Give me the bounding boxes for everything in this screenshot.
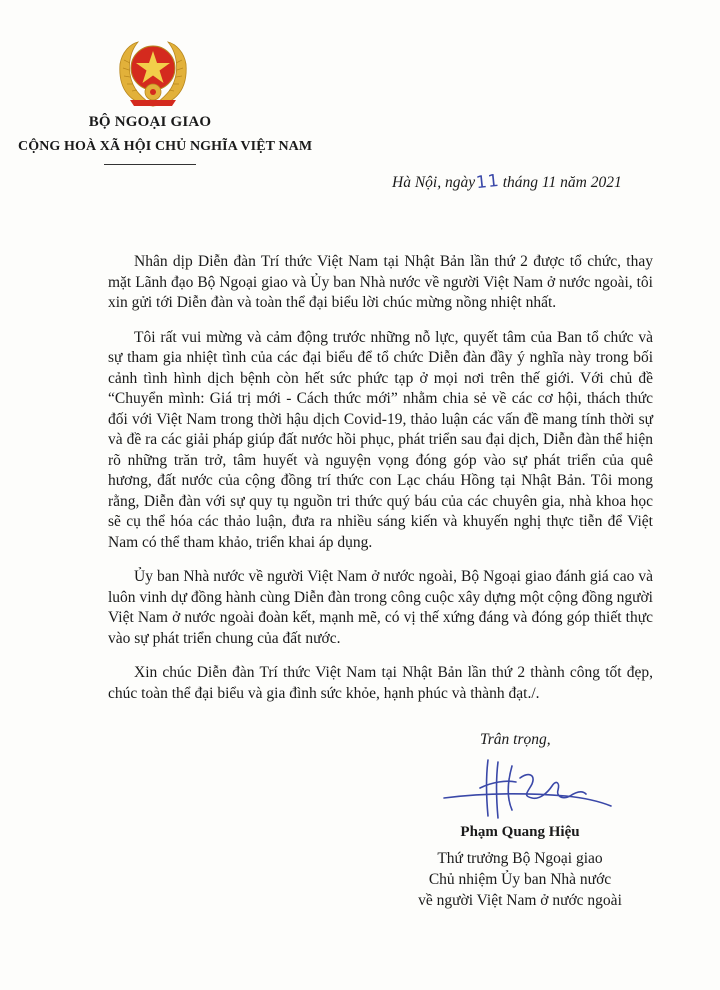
body-paragraph: Ủy ban Nhà nước về người Việt Nam ở nước ngoài, Bộ Ngoại giao đánh giá cao và luôn vinh dự đồng hành cùng Diễn đàn trong công cuộc xây dựng một cộng đồng người Việt Nam ở nước ngoài đoàn kết, mạnh mẽ, có vị thế xứng đáng và đóng góp thiết thực vào sự phát triển chung của đất nước. xyxy=(108,568,653,647)
date-line xyxy=(392,172,622,192)
country-name: CỘNG HOÀ XÃ HỘI CHỦ NGHĨA VIỆT NAM xyxy=(18,139,313,154)
body-paragraph: Xin chúc Diễn đàn Trí thức Việt Nam tại Nhật Bản lần thứ 2 thành công tốt đẹp, chúc toàn thể đại biểu và gia đình sức khỏe, hạnh phúc và thành đạt./. xyxy=(108,664,653,702)
body-paragraph: Nhân dịp Diễn đàn Trí thức Việt Nam tại Nhật Bản lần thứ 2 được tổ chức, thay mặt Lãnh đạo Bộ Ngoại giao và Ủy ban Nhà nước về người Việt Nam ở nước ngoài, tôi xin gửi tới Diễn đàn và toàn thể đại biểu lời chúc mừng nồng nhiệt nhất. xyxy=(108,253,653,311)
date-prefix: Hà Nội, ngày xyxy=(392,174,476,191)
body-paragraph: Tôi rất vui mừng và cảm động trước những nỗ lực, quyết tâm của Ban tổ chức và sự tham gia nhiệt tình của các đại biểu để tổ chức Diễn đàn đầy ý nghĩa này trong bối cảnh tình hình dịch bệnh còn hết sức phức tạp ở mọi nơi trên thế giới. Với chủ đề “Chuyển mình: Giá trị mới - Cách thức mới” nhằm chia sẻ về các cơ hội, thách thức đối với Việt Nam trong thời hậu dịch Covid-19, thảo luận các vấn đề mang tính thời sự và đề ra các giải pháp giúp đất nước hồi phục, phát triển sau đại dịch, Diễn đàn thể hiện rõ những trăn trở, tâm huyết và nguyện vọng đóng góp vào sự phát triển của quê hương, đất nước của cộng đồng trí thức con Lạc cháu Hồng tại Nhật Bản. Tôi mong rằng, Diễn đàn với sự quy tụ nguồn tri thức quý báu của các chuyên gia, nhà khoa học sẽ cụ thể hóa các thảo luận, đưa ra nhiều sáng kiến và khuyến nghị thực tiễn để Việt Nam có thể tham khảo, triển khai áp dụng. xyxy=(108,328,653,551)
closing-salutation: Trân trọng, xyxy=(480,731,551,748)
letter-body xyxy=(108,252,653,718)
organization-name: BỘ NGOẠI GIAO xyxy=(88,114,212,130)
signer-title xyxy=(380,848,660,911)
signature-image xyxy=(436,752,616,824)
date-suffix: tháng 11 năm 2021 xyxy=(502,174,622,191)
national-emblem-icon xyxy=(110,34,196,110)
header-divider xyxy=(104,164,196,165)
signer-title-line: Thứ trưởng Bộ Ngoại giao xyxy=(437,850,603,867)
signer-title-line: Chủ nhiệm Ủy ban Nhà nước xyxy=(428,871,612,888)
date-day-handwritten: 11 xyxy=(475,170,501,194)
signer-title-line: về người Việt Nam ở nước ngoài xyxy=(418,892,622,909)
signer-name: Phạm Quang Hiệu xyxy=(460,824,580,840)
